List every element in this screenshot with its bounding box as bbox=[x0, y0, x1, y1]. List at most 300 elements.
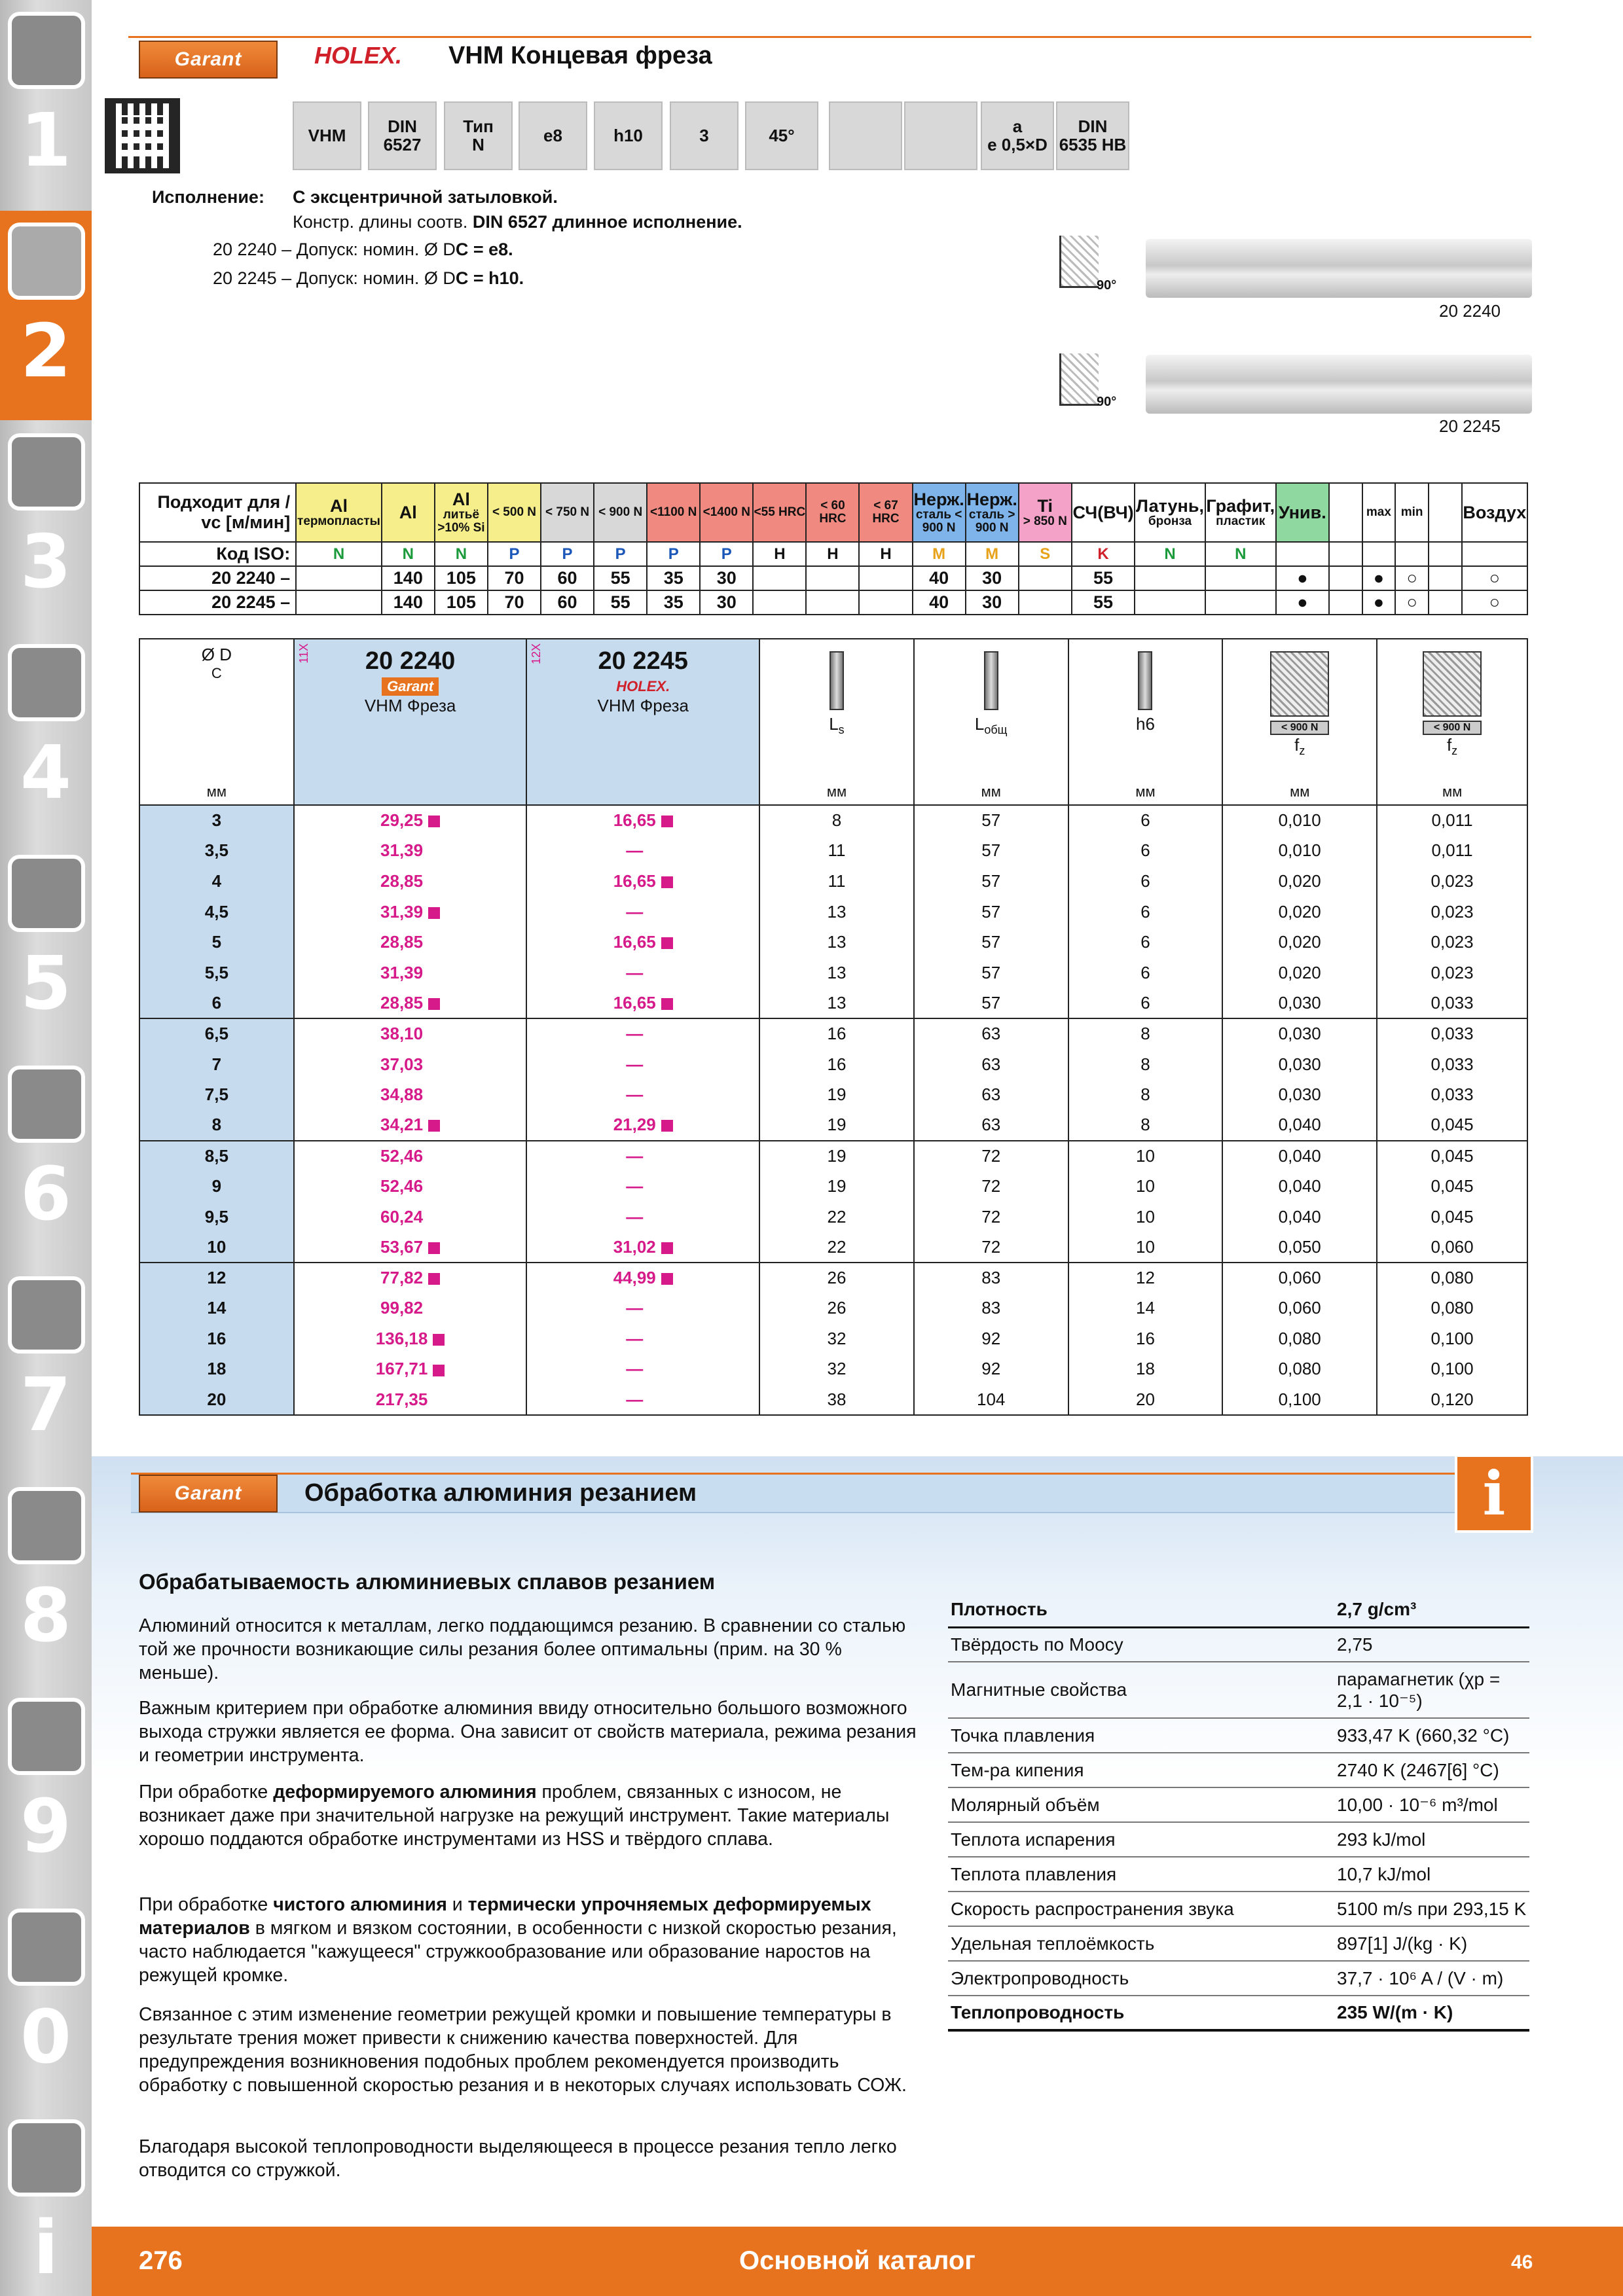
value: 0,030 bbox=[1278, 1054, 1321, 1074]
diameter: 20 bbox=[207, 1389, 227, 1409]
iso-code: P bbox=[647, 542, 700, 566]
dimension-value bbox=[1068, 1079, 1223, 1110]
property-row bbox=[948, 1753, 1529, 1787]
property-name: Точка плавления bbox=[948, 1718, 1334, 1753]
property-name: Теплота плавления bbox=[948, 1857, 1334, 1892]
chapter-tab-7[interactable] bbox=[0, 1265, 92, 1474]
iso-code bbox=[1429, 542, 1462, 566]
value: 0,030 bbox=[1278, 1024, 1321, 1044]
dim-letter: f bbox=[1446, 735, 1452, 755]
footer-bar bbox=[92, 2227, 1623, 2296]
price-cell bbox=[294, 805, 527, 836]
material-col-10 bbox=[859, 483, 912, 542]
value: 0,010 bbox=[1278, 810, 1321, 831]
header-cell bbox=[294, 639, 527, 805]
property-value: 235 W/(m · K) bbox=[1334, 1996, 1529, 2030]
dim-sub: z bbox=[1299, 744, 1305, 758]
dimension-value bbox=[1377, 805, 1527, 836]
value: 0,040 bbox=[1278, 1115, 1321, 1135]
value: 72 bbox=[981, 1236, 1001, 1257]
price-cell bbox=[526, 1018, 759, 1049]
dimension-value bbox=[759, 1263, 914, 1293]
material-sub: пластик bbox=[1216, 514, 1266, 529]
dimension-value bbox=[759, 958, 914, 988]
price-cell bbox=[294, 1354, 527, 1385]
cutting-speed bbox=[296, 566, 382, 590]
material-col-0 bbox=[296, 483, 382, 542]
unit-mm: мм bbox=[1290, 783, 1310, 800]
price: 16,65 bbox=[613, 810, 656, 831]
chapter-tab-3[interactable] bbox=[0, 422, 92, 631]
chapter-tab-i[interactable] bbox=[0, 2108, 92, 2296]
property-row bbox=[948, 1926, 1529, 1961]
dimension-value bbox=[1068, 1354, 1223, 1385]
product-row bbox=[139, 805, 1527, 836]
iso-code: P bbox=[541, 542, 594, 566]
dimension-value bbox=[1222, 1232, 1377, 1263]
price-cell bbox=[294, 1171, 527, 1202]
cutting-speed bbox=[296, 590, 382, 615]
dimension-value bbox=[914, 1323, 1068, 1354]
chapter-tab-2[interactable] bbox=[0, 211, 92, 420]
value: 8 bbox=[831, 810, 842, 831]
material-col-21 bbox=[1429, 483, 1462, 542]
price: — bbox=[626, 1024, 644, 1044]
material-col-19 bbox=[1362, 483, 1396, 542]
value: 83 bbox=[981, 1268, 1001, 1288]
price: 29,25 bbox=[380, 810, 424, 831]
price-cell bbox=[294, 1202, 527, 1232]
dimension-value bbox=[1222, 1354, 1377, 1385]
garant-logo-2: Garant bbox=[139, 1475, 278, 1513]
dimension-value bbox=[1222, 1293, 1377, 1324]
diameter: 4 bbox=[211, 870, 222, 891]
material-sub: бронза bbox=[1148, 514, 1192, 529]
price: 31,39 bbox=[380, 962, 424, 982]
row-code: 20 2245 – bbox=[139, 590, 296, 615]
price: 136,18 bbox=[375, 1328, 428, 1348]
diameter: 18 bbox=[207, 1359, 227, 1379]
value: 13 bbox=[827, 962, 847, 982]
stock-square-icon bbox=[428, 816, 440, 827]
dim-letter: L bbox=[974, 714, 985, 734]
value: 0,060 bbox=[1278, 1268, 1321, 1288]
iso-code: K bbox=[1072, 542, 1135, 566]
value: 16 bbox=[1135, 1328, 1155, 1348]
dimension-value bbox=[1377, 836, 1527, 867]
stock-square-icon bbox=[661, 876, 673, 888]
material-sub: max bbox=[1366, 505, 1391, 520]
value: 0,020 bbox=[1278, 870, 1321, 891]
dimension-value bbox=[1222, 1110, 1377, 1141]
dimension-label bbox=[915, 714, 1068, 737]
dimension-value bbox=[1222, 897, 1377, 927]
material-name: Ti bbox=[1037, 495, 1053, 516]
feed-icon bbox=[1270, 651, 1329, 717]
chapter-number: 7 bbox=[20, 1363, 71, 1448]
property-value: парамагнетик (χp = 2,1 · 10⁻⁵) bbox=[1334, 1662, 1529, 1718]
dimension-value bbox=[1377, 1049, 1527, 1080]
info-paragraph-1: Алюминий относится к металлам, легко поддающимся резанию. В сравнении со сталью той же прочности возникающие силы резания более оптимальны (прим. на 30 % меньше). bbox=[139, 1615, 906, 1683]
material-name: СЧ(ВЧ) bbox=[1072, 502, 1134, 522]
value: 18 bbox=[1135, 1359, 1155, 1379]
property-name: Скорость распространения звука bbox=[948, 1892, 1334, 1926]
product-row bbox=[139, 1384, 1527, 1415]
cutting-speed: 35 bbox=[647, 566, 700, 590]
product-row bbox=[139, 1354, 1527, 1385]
diameter-cell bbox=[139, 1141, 294, 1172]
dimension-value bbox=[914, 1384, 1068, 1415]
value: 0,020 bbox=[1278, 962, 1321, 982]
symbol-5 bbox=[670, 101, 739, 170]
diameter: 5,5 bbox=[204, 962, 228, 982]
value: 0,045 bbox=[1431, 1206, 1474, 1227]
value: 57 bbox=[981, 901, 1001, 922]
iso-code: N bbox=[296, 542, 382, 566]
diameter: 10 bbox=[207, 1236, 227, 1257]
chapter-number: 5 bbox=[20, 941, 71, 1026]
property-name: Твёрдость по Моосу bbox=[948, 1627, 1334, 1662]
dim-letter: f bbox=[1294, 735, 1300, 755]
material-col-13 bbox=[1019, 483, 1072, 542]
value: 0,045 bbox=[1431, 1145, 1474, 1166]
dimension-value bbox=[1222, 988, 1377, 1019]
value: 12 bbox=[1135, 1268, 1155, 1288]
dimension-value bbox=[914, 1263, 1068, 1293]
stock-square-icon bbox=[433, 1334, 445, 1346]
dimension-value bbox=[1222, 927, 1377, 958]
value: 0,033 bbox=[1431, 992, 1474, 1013]
dimension-value bbox=[914, 1141, 1068, 1172]
price-cell bbox=[526, 1079, 759, 1110]
price: 217,35 bbox=[375, 1389, 428, 1409]
cutting-speed bbox=[1019, 566, 1072, 590]
value: 57 bbox=[981, 810, 1001, 831]
value: 20 bbox=[1135, 1389, 1155, 1409]
page-title: VHM Концевая фреза bbox=[448, 42, 712, 69]
property-value: 10,7 kJ/mol bbox=[1334, 1857, 1529, 1892]
symbol-text: VHM bbox=[308, 125, 346, 145]
header-cell bbox=[1068, 639, 1223, 805]
execution-label: Исполнение: bbox=[152, 187, 264, 207]
diameter-cell bbox=[139, 1384, 294, 1415]
dimension-value bbox=[1377, 1110, 1527, 1141]
dimension-value bbox=[1377, 1202, 1527, 1232]
cutting-speed: ○ bbox=[1462, 566, 1527, 590]
product-row bbox=[139, 1323, 1527, 1354]
price-cell bbox=[526, 927, 759, 958]
dimension-value bbox=[759, 927, 914, 958]
stock-square-icon bbox=[428, 1242, 440, 1254]
chapter-tab-6[interactable] bbox=[0, 1054, 92, 1263]
diameter: 12 bbox=[207, 1268, 227, 1288]
price: 34,21 bbox=[380, 1115, 424, 1135]
property-value: 2740 K (2467[6] °C) bbox=[1334, 1753, 1529, 1787]
property-row bbox=[948, 1822, 1529, 1857]
cutting-speed: ○ bbox=[1462, 590, 1527, 615]
dimension-value bbox=[1377, 1293, 1527, 1324]
iso-code bbox=[1362, 542, 1396, 566]
price-cell bbox=[294, 1384, 527, 1415]
iso-code bbox=[1276, 542, 1329, 566]
dimension-value bbox=[1068, 1018, 1223, 1049]
diameter: 8 bbox=[211, 1115, 222, 1135]
execution-row2: 20 2245 – Допуск: номин. Ø DC = h10. bbox=[213, 268, 524, 288]
chapter-icon bbox=[8, 223, 85, 300]
diameter-cell bbox=[139, 897, 294, 927]
chapter-icon bbox=[8, 2119, 85, 2197]
value: 0,030 bbox=[1278, 992, 1321, 1013]
unit-mm: мм bbox=[206, 783, 227, 800]
material-sub: сталь > 900 N bbox=[968, 508, 1015, 535]
price: 52,46 bbox=[380, 1145, 424, 1166]
material-name: Нерж. bbox=[913, 489, 964, 509]
info-paragraph-4: При обработке чистого алюминия и термически упрочняемых деформируемых материалов в мягком и вязком состоянии, в особенности с низкой скоростью резания, часто наблюдается "кажущееся" стружкообразование или образование наростов на режущей кромке. bbox=[139, 1894, 897, 1986]
value: 0,050 bbox=[1278, 1236, 1321, 1257]
value: 6 bbox=[1140, 870, 1150, 891]
garant-logo: Garant bbox=[139, 41, 278, 79]
value: 72 bbox=[981, 1175, 1001, 1196]
property-value: 37,7 · 10⁶ A / (V · m) bbox=[1334, 1961, 1529, 1996]
iso-code bbox=[1395, 542, 1429, 566]
price: — bbox=[626, 1298, 644, 1318]
dim-sub: z bbox=[1451, 744, 1458, 758]
price-cell bbox=[526, 1293, 759, 1324]
dimension-value bbox=[1222, 836, 1377, 867]
angle-90-icon bbox=[1059, 236, 1099, 288]
chapter-icon bbox=[8, 1698, 85, 1775]
property-row bbox=[948, 1996, 1529, 2030]
property-value: 897[1] J/(kg · K) bbox=[1334, 1926, 1529, 1961]
chapter-tab-9[interactable] bbox=[0, 1686, 92, 1895]
symbol-subtext: 6527 bbox=[383, 134, 422, 154]
iso-row bbox=[139, 542, 1527, 566]
material-sub: сталь < 900 N bbox=[915, 508, 962, 535]
dimension-value bbox=[759, 1323, 914, 1354]
value: 57 bbox=[981, 840, 1001, 861]
property-name: Молярный объём bbox=[948, 1787, 1334, 1822]
tool-dimension-icon bbox=[1138, 651, 1152, 710]
value: 63 bbox=[981, 1024, 1001, 1044]
dimension-value bbox=[759, 1079, 914, 1110]
value: 16 bbox=[827, 1024, 847, 1044]
material-name: Графит, bbox=[1206, 495, 1275, 516]
chapter-tab-1[interactable] bbox=[0, 0, 92, 209]
price: 16,65 bbox=[613, 870, 656, 891]
cutting-speed: 30 bbox=[966, 590, 1019, 615]
suits-label: Подходит для / vc [м/мин] bbox=[139, 483, 296, 542]
chapter-icon bbox=[8, 1276, 85, 1354]
dimension-value bbox=[1068, 1384, 1223, 1415]
price: — bbox=[626, 1389, 644, 1409]
value: 0,020 bbox=[1278, 901, 1321, 922]
material-sub: термопласты bbox=[297, 514, 380, 529]
info-paragraph-6: Благодаря высокой теплопроводности выделяющееся в процессе резания тепло легко отводится со стружкой. bbox=[139, 2136, 897, 2181]
cutting-speed bbox=[753, 566, 806, 590]
chapter-number: 3 bbox=[20, 520, 71, 605]
iso-code: P bbox=[594, 542, 647, 566]
dimension-value bbox=[914, 897, 1068, 927]
dimension-value bbox=[1377, 1079, 1527, 1110]
dimension-value bbox=[914, 1018, 1068, 1049]
iso-code: N bbox=[1135, 542, 1205, 566]
tool-caption-2: 20 2245 bbox=[1439, 416, 1501, 436]
brand-logo: HOLEX. bbox=[616, 678, 670, 694]
feed-icon bbox=[1423, 651, 1482, 717]
diameter-cell bbox=[139, 927, 294, 958]
cutting-speed: 30 bbox=[966, 566, 1019, 590]
material-sub: < 750 N bbox=[545, 505, 590, 520]
tool-dimension-icon bbox=[984, 651, 998, 710]
chapter-tab-5[interactable] bbox=[0, 843, 92, 1052]
value: 13 bbox=[827, 901, 847, 922]
diameter-cell bbox=[139, 1018, 294, 1049]
stock-square-icon bbox=[661, 1120, 673, 1132]
price: 37,03 bbox=[380, 1054, 424, 1074]
dimension-value bbox=[1068, 866, 1223, 897]
product-row bbox=[139, 1141, 1527, 1172]
material-sub: < 67 HRC bbox=[872, 499, 900, 526]
cutting-speed bbox=[859, 566, 912, 590]
cutting-speed: ● bbox=[1362, 590, 1396, 615]
chapter-icon bbox=[8, 433, 85, 511]
price-cell bbox=[294, 1141, 527, 1172]
cutting-speed: 105 bbox=[435, 566, 488, 590]
cutting-speed: 70 bbox=[488, 566, 541, 590]
diameter-cell bbox=[139, 836, 294, 867]
dimension-value bbox=[1222, 1141, 1377, 1172]
value: 8 bbox=[1140, 1054, 1150, 1074]
product-row bbox=[139, 958, 1527, 988]
material-sub: < 60 HRC bbox=[819, 499, 847, 526]
chapter-number: 0 bbox=[20, 1995, 71, 2080]
cutting-speed: 35 bbox=[647, 590, 700, 615]
tool-image-202240 bbox=[1146, 239, 1532, 298]
value: 8 bbox=[1140, 1024, 1150, 1044]
stock-square-icon bbox=[661, 998, 673, 1010]
price-cell bbox=[526, 805, 759, 836]
dimension-value bbox=[1068, 1293, 1223, 1324]
stock-square-icon bbox=[428, 1120, 440, 1132]
dimension-value bbox=[1068, 1110, 1223, 1141]
cutting-speed: 40 bbox=[913, 566, 966, 590]
stock-square-icon bbox=[428, 998, 440, 1010]
header-cell bbox=[1222, 639, 1377, 805]
cutting-speed: ○ bbox=[1395, 590, 1429, 615]
chapter-icon bbox=[8, 644, 85, 721]
dimension-value bbox=[1068, 1049, 1223, 1080]
chapter-icon bbox=[8, 1066, 85, 1143]
product-name: VHM Фреза bbox=[597, 696, 689, 715]
product-header-row bbox=[139, 639, 1527, 805]
price-cell bbox=[294, 1018, 527, 1049]
dimension-value bbox=[914, 1079, 1068, 1110]
series-tag: 11X bbox=[297, 643, 310, 664]
material-col-3 bbox=[488, 483, 541, 542]
cutting-speed: 55 bbox=[1072, 566, 1135, 590]
diameter-cell bbox=[139, 1202, 294, 1232]
product-row bbox=[139, 1293, 1527, 1324]
price-cell bbox=[526, 1049, 759, 1080]
price-cell bbox=[526, 1323, 759, 1354]
property-row bbox=[948, 1892, 1529, 1926]
dc-label: Ø D bbox=[201, 645, 232, 664]
dimension-value bbox=[1068, 988, 1223, 1019]
price-cell bbox=[294, 1323, 527, 1354]
property-value: 2,75 bbox=[1334, 1627, 1529, 1662]
value: 63 bbox=[981, 1085, 1001, 1105]
chapter-tab-8[interactable] bbox=[0, 1475, 92, 1685]
dimension-value bbox=[1068, 1263, 1223, 1293]
dimension-value bbox=[1377, 1323, 1527, 1354]
dimension-value bbox=[759, 836, 914, 867]
dimension-label bbox=[760, 714, 913, 737]
info-title: Обработка алюминия резанием bbox=[304, 1479, 697, 1507]
dim-sub: s bbox=[838, 723, 845, 737]
dimension-value bbox=[914, 988, 1068, 1019]
product-row bbox=[139, 866, 1527, 897]
dimension-value bbox=[1377, 958, 1527, 988]
value: 32 bbox=[827, 1359, 847, 1379]
value: 38 bbox=[827, 1389, 847, 1409]
price: 44,99 bbox=[613, 1268, 656, 1288]
stock-square-icon bbox=[428, 907, 440, 919]
stock-square-icon bbox=[433, 1365, 445, 1376]
property-name: Электропроводность bbox=[948, 1961, 1334, 1996]
dimension-value bbox=[1222, 958, 1377, 988]
symbol-text: a bbox=[1012, 117, 1023, 137]
tool-caption-1: 20 2240 bbox=[1439, 301, 1501, 321]
property-value: 293 kJ/mol bbox=[1334, 1822, 1529, 1857]
info-subtitle: Обрабатываемость алюминиевых сплавов резанием bbox=[139, 1570, 716, 1594]
chapter-tab-4[interactable] bbox=[0, 632, 92, 842]
material-col-12 bbox=[966, 483, 1019, 542]
chapter-number: 6 bbox=[20, 1152, 71, 1237]
dimension-value bbox=[1377, 988, 1527, 1019]
cutting-speed: ● bbox=[1362, 566, 1396, 590]
angle-label-2: 90° bbox=[1097, 395, 1117, 409]
symbol-text: DIN bbox=[1078, 117, 1108, 137]
symbol-text: 45° bbox=[769, 125, 795, 145]
price-cell bbox=[526, 1141, 759, 1172]
dimension-value bbox=[1222, 1323, 1377, 1354]
iso-code: P bbox=[700, 542, 753, 566]
unit-mm: мм bbox=[1442, 783, 1463, 800]
unit-mm: мм bbox=[826, 783, 847, 800]
product-row bbox=[139, 1110, 1527, 1141]
header-rule bbox=[128, 36, 1531, 38]
material-col-17 bbox=[1276, 483, 1329, 542]
symbol-9 bbox=[981, 101, 1054, 170]
product-row bbox=[139, 1171, 1527, 1202]
material-name: Al bbox=[452, 489, 470, 509]
chapter-tab-0[interactable] bbox=[0, 1897, 92, 2106]
value: 0,011 bbox=[1431, 810, 1473, 831]
diameter: 4,5 bbox=[204, 901, 228, 922]
material-sub: литьё >10% Si bbox=[437, 508, 485, 535]
page-index: 46 bbox=[1511, 2251, 1533, 2273]
page-number: 276 bbox=[139, 2246, 183, 2275]
value: 0,040 bbox=[1278, 1175, 1321, 1196]
value: 0,045 bbox=[1431, 1115, 1474, 1135]
property-row bbox=[948, 1857, 1529, 1892]
cutting-speed bbox=[1329, 590, 1362, 615]
info-icon: i bbox=[1455, 1454, 1533, 1533]
value: 8 bbox=[1140, 1115, 1150, 1135]
value: 22 bbox=[827, 1206, 847, 1227]
diameter-cell bbox=[139, 1354, 294, 1385]
dimension-value bbox=[914, 805, 1068, 836]
